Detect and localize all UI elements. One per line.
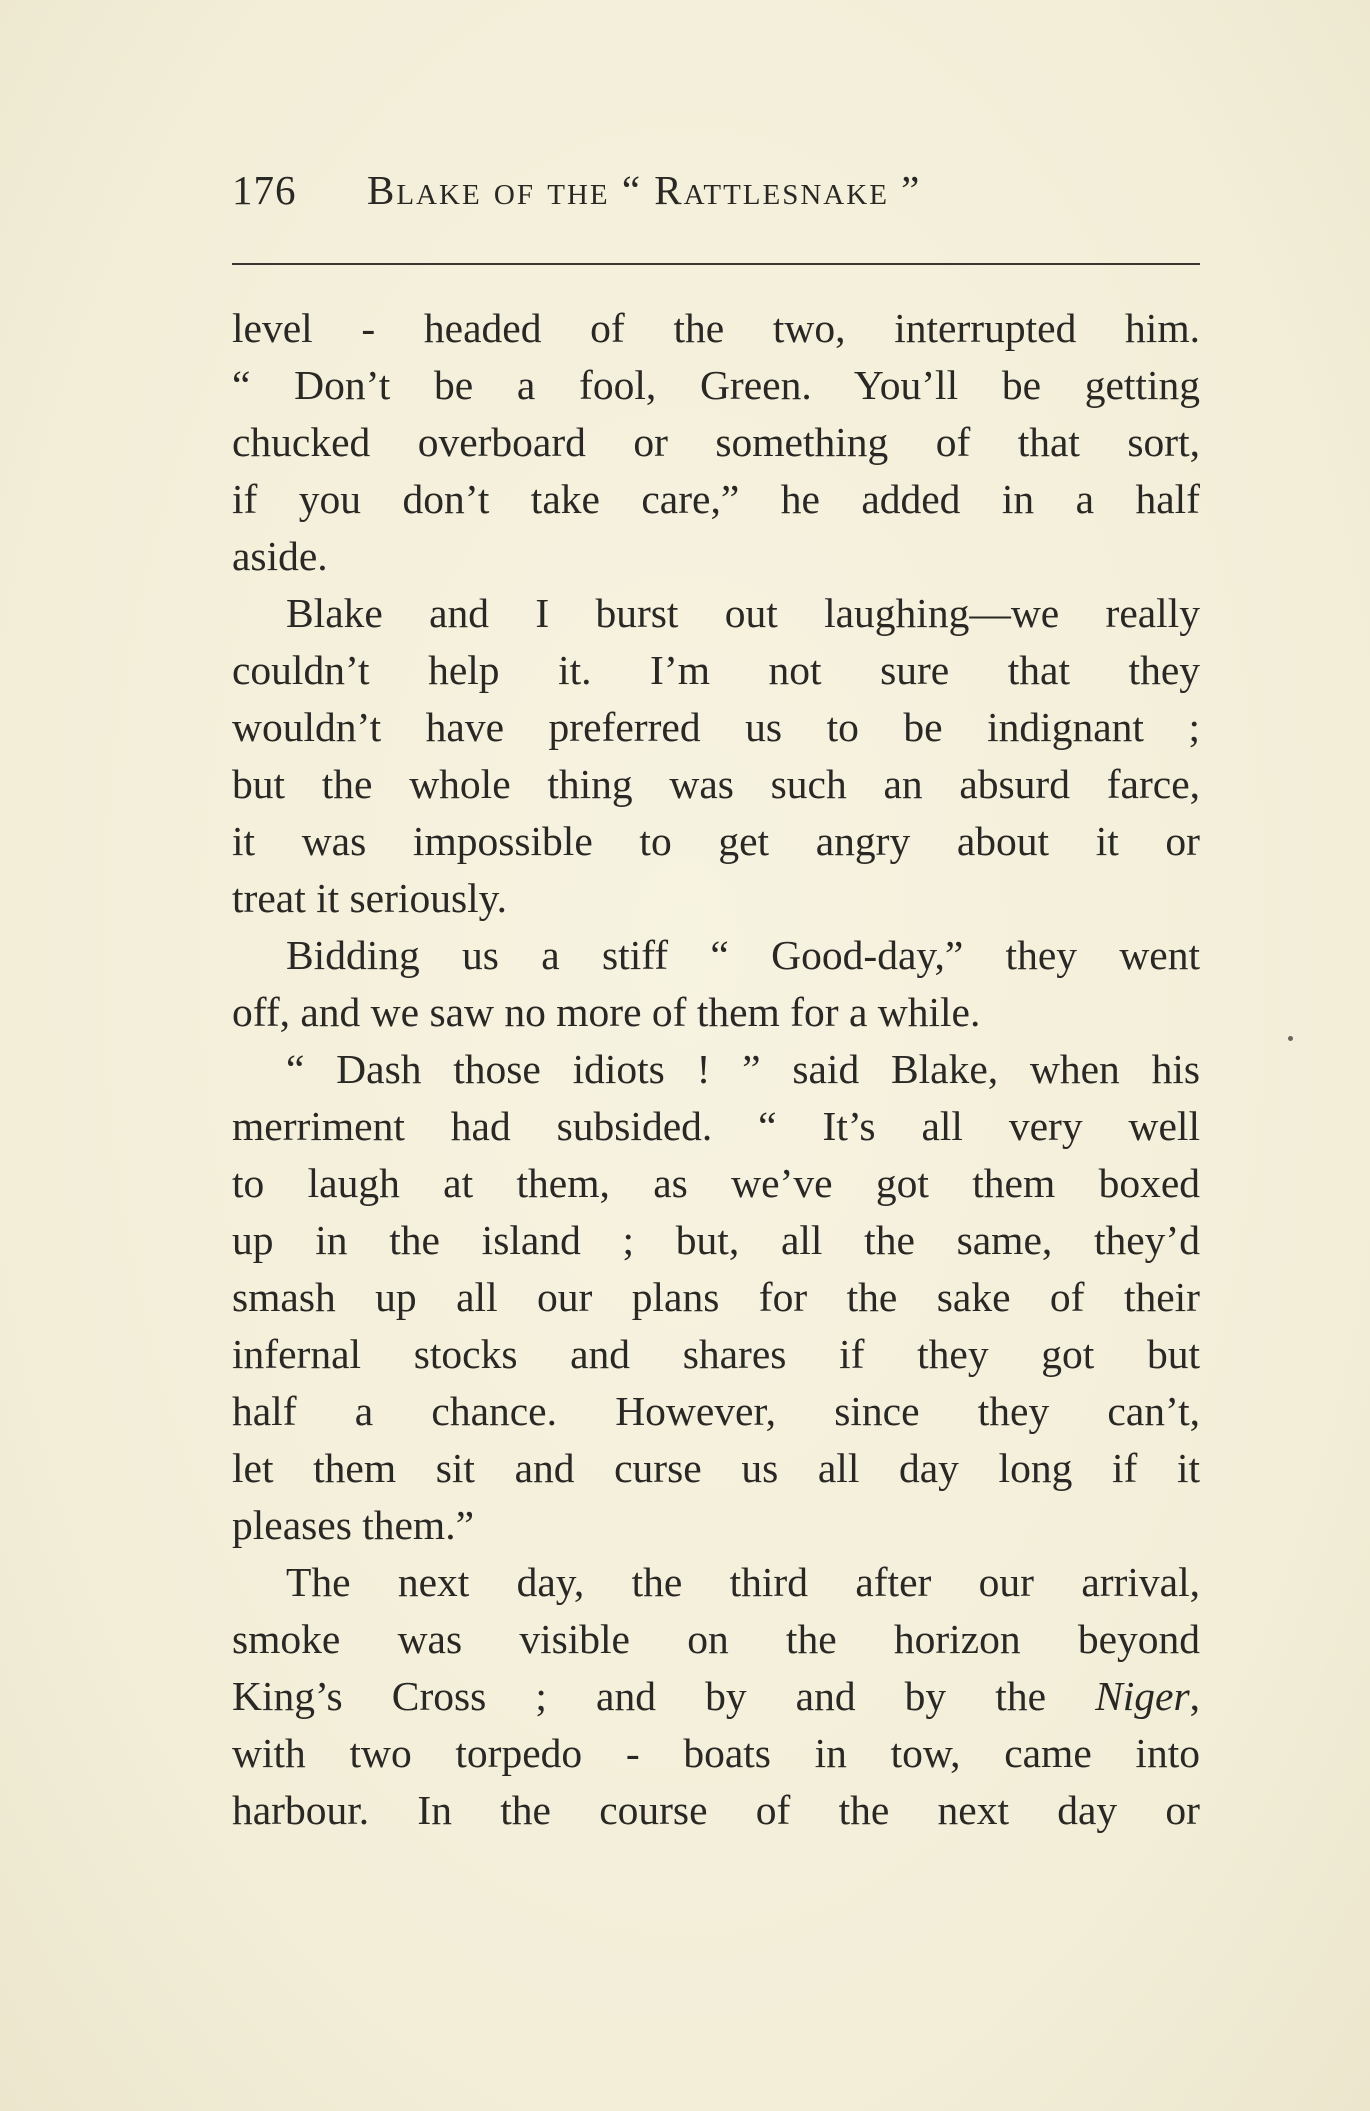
text-line: level - headed of the two, interrupted him. xyxy=(232,305,1200,351)
text-line: Bidding us a stiff “ Good-day,” they went xyxy=(286,932,1200,978)
text-line: “ Dash those idiots ! ” said Blake, when his xyxy=(286,1046,1200,1092)
text-line: to laugh at them, as we’ve got them boxed xyxy=(232,1160,1200,1206)
body-text xyxy=(232,300,1200,1839)
text-line: pleases them.” xyxy=(232,1502,474,1548)
page-number: 176 xyxy=(232,167,297,213)
running-header xyxy=(232,152,1200,222)
text-line: if you don’t take care,” he added in a half xyxy=(232,476,1200,522)
text-line: harbour. In the course of the next day or xyxy=(232,1787,1200,1833)
text-line: up in the island ; but, all the same, they’d xyxy=(232,1217,1200,1263)
ink-speck xyxy=(1288,1036,1293,1041)
text-line: let them sit and curse us all day long if it xyxy=(232,1445,1200,1491)
text-line: couldn’t help it. I’m not sure that they xyxy=(232,647,1200,693)
text-line: “ Don’t be a fool, Green. You’ll be getting xyxy=(232,362,1200,408)
running-title: Blake of the “ Rattlesnake ” xyxy=(367,167,922,213)
header-rule xyxy=(232,263,1200,265)
text-line: smash up all our plans for the sake of their xyxy=(232,1274,1200,1320)
text-line: it was impossible to get angry about it or xyxy=(232,818,1200,864)
text-line: with two torpedo - boats in tow, came into xyxy=(232,1730,1200,1776)
text-line: merriment had subsided. “ It’s all very well xyxy=(232,1103,1200,1149)
text-line: chucked overboard or something of that sort, xyxy=(232,419,1200,465)
text-line: aside. xyxy=(232,533,328,579)
text-line: infernal stocks and shares if they got but xyxy=(232,1331,1200,1377)
ship-name: Niger xyxy=(1095,1673,1190,1719)
text-line: Blake and I burst out laughing—we really xyxy=(286,590,1200,636)
text-line: half a chance. However, since they can’t, xyxy=(232,1388,1200,1434)
text-line: wouldn’t have preferred us to be indignant ; xyxy=(232,704,1200,750)
text-line: but the whole thing was such an absurd farce, xyxy=(232,761,1200,807)
text-line: King’s Cross ; and by and by the Niger, xyxy=(232,1673,1200,1719)
text-line: off, and we saw no more of them for a while. xyxy=(232,989,981,1035)
text-line: smoke was visible on the horizon beyond xyxy=(232,1616,1200,1662)
text-line: The next day, the third after our arrival, xyxy=(286,1559,1200,1605)
text-line: treat it seriously. xyxy=(232,875,508,921)
